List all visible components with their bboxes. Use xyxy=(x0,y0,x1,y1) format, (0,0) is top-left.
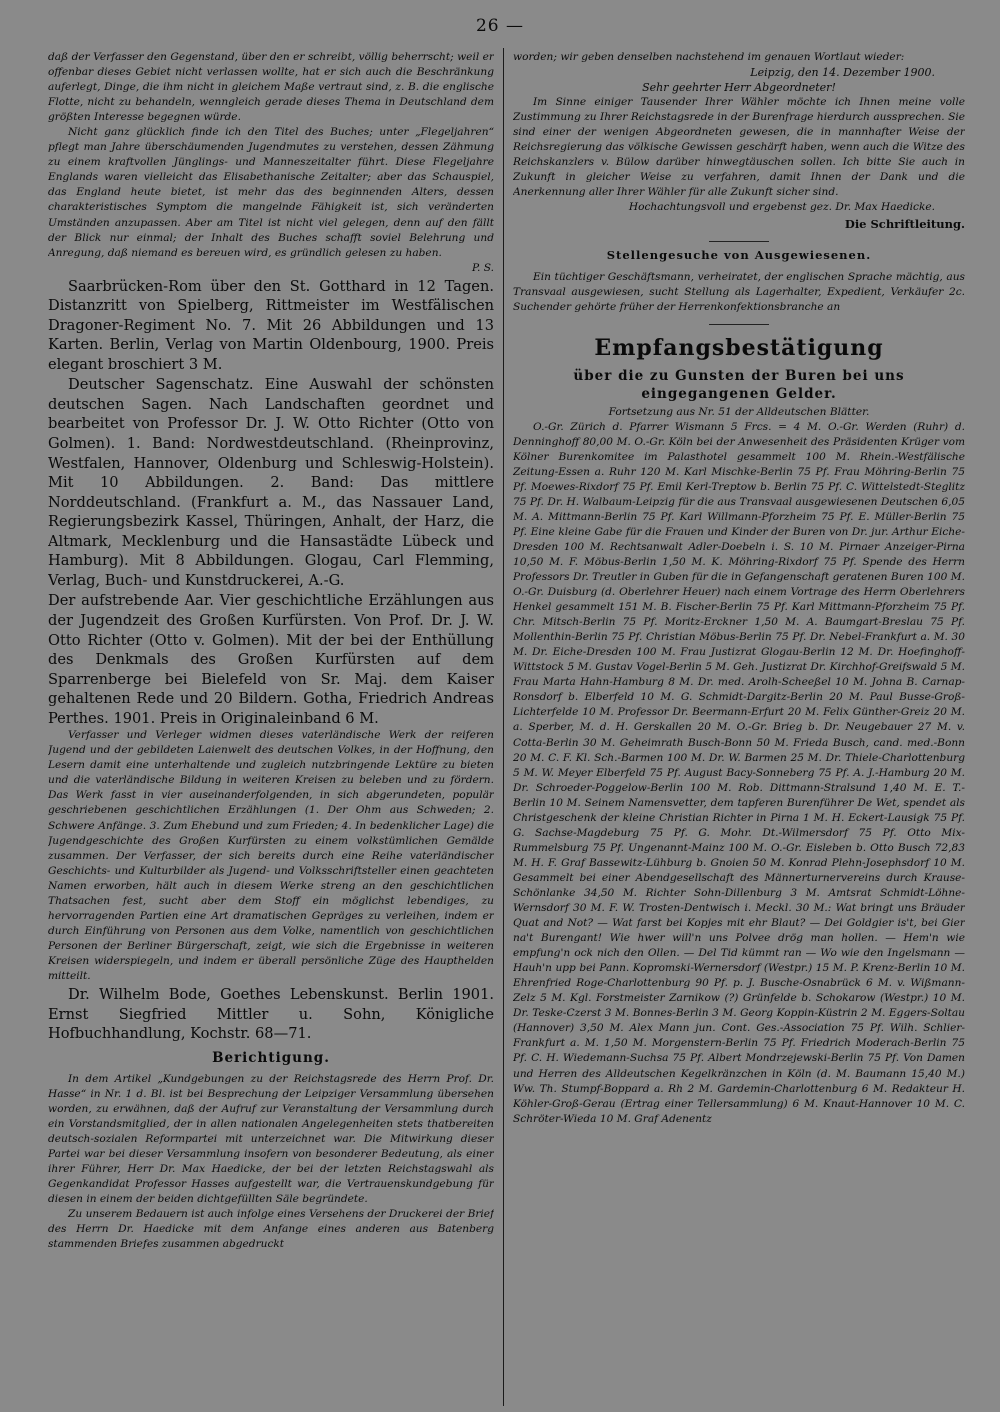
left-column xyxy=(48,50,494,1405)
correction-paragraph: In dem Artikel „Kundgebungen zu der Reichstagsrede des Herrn Prof. Dr. Hasse“ in Nr. 1 d. Bl. ist bei Besprechung der Leipziger Versammlung übersehen worden, zu erwähnen, daß der Aufruf zur Veranstaltung der Versammlung durch ein Vorstandsmitglied, der in allen nationalen Angelegenheiten stets thatbereiten deutsch-sozialen Reformpartei mit unterzeichnet war. Die Mitwirkung dieser Partei war bei dieser Versammlung insofern von besonderer Bedeutung, als einer ihrer Führer, Herr Dr. Max Haedicke, der bei der letzten Reichstagswahl als Gegenkandidat Professor Hasses aufgestellt war, die Vertrauenskundgebung für diesen in einem der beiden dichtgefüllten Säle begründete. xyxy=(48,1072,494,1206)
book-entry-sagenschatz: Deutscher Sagenschatz. Eine Auswahl der schönsten deutschen Sagen. Nach Landschaften geordnet und bearbeitet von Professor Dr. J. W. Otto Richter (Otto von Golmen). 1. Band: Nordwestdeutschland. (Rheinprovinz, Westfalen, Hannover, Oldenburg und Schleswig-Holstein). Mit 10 Abbildungen. 2. Band: Das mittlere Norddeutschland. (Frankfurt a. M., das Nassauer Land, Regierungsbezirk Kassel, Thüringen, Anhalt, der Harz, die Altmark, Mecklenburg und die Hansastädte Lübeck und Hamburg). Mit 8 Abbildungen. Glogau, Carl Flemming, Verlag, Buch- und Kunstdruckerei, A.-G. xyxy=(48,376,494,589)
section-divider xyxy=(709,241,769,242)
right-column xyxy=(513,50,965,1405)
correction-heading: Berichtigung. xyxy=(212,1049,330,1066)
letter-date: Leipzig, den 14. Dezember 1900. xyxy=(750,66,935,80)
letter-intro: worden; wir geben denselben nachstehend im genauen Wortlaut wieder: xyxy=(513,51,905,63)
review-initials: P. S. xyxy=(472,261,494,274)
donations-list: O.-Gr. Zürich d. Pfarrer Wismann 5 Frcs. = 4 M. O.-Gr. Werden (Ruhr) d. Denninghoff 80,00 M. O.-Gr. Köln bei der Anwesenheit des Präsidenten Krüger vom Kölner Burenkomitee im Palasthotel gesammelt 100 M. Rhein.-Westfälische Zeitung-Essen a. Ruhr 120 M. Karl Mischke-Berlin 75 Pf. Frau Möhring-Berlin 75 Pf. Moewes-Rixdorf 75 Pf. Emil Kerl-Treptow b. Berlin 75 Pf. C. Wittelstedt-Steglitz 75 Pf. Dr. H. Walbaum-Leipzig für die aus Transvaal ausgewiesenen Deutschen 6,05 M. A. Mittmann-Berlin 75 Pf. Karl Willmann-Pforzheim 75 Pf. E. Müller-Berlin 75 Pf. Eine kleine Gabe für die Frauen und Kinder der Buren von Dr. jur. Arthur Eiche-Dresden 100 M. Rechtsanwalt Adler-Doebeln i. S. 10 M. Pirnaer Anzeiger-Pirna 10,50 M. F. Möbus-Berlin 1,50 M. K. Möhring-Rixdorf 75 Pf. Spende des Herrn Professors Dr. Treutler in Guben für die in Gefangenschaft geratenen Buren 100 M. O.-Gr. Duisburg (d. Oberlehrer Heuer) nach einem Vortrage des Herrn Oberlehrers Henkel gesammelt 151 M. B. Fischer-Berlin 75 Pf. Karl Mittmann-Pforzheim 75 Pf. Chr. Mitsch-Berlin 75 Pf. Moritz-Erckner 1,50 M. A. Baumgart-Breslau 75 Pf. Mollenthin-Berlin 75 Pf. Christian Möbus-Berlin 75 Pf. Dr. Nebel-Frankfurt a. M. 30 M. Dr. Eiche-Dresden 100 M. Frau Justizrat Glogau-Berlin 12 M. Dr. Hoefinghoff-Wittstock 5 M. Gustav Vogel-Berlin 5 M. Geh. Justizrat Dr. Kirchhof-Greifswald 5 M. Frau Marta Hahn-Hamburg 8 M. Dr. med. Arolh-Scheeßel 10 M. Johna B. Carnap-Ronsdorf b. Elberfeld 10 M. G. Schmidt-Dargitz-Berlin 20 M. Paul Busse-Groß-Lichterfelde 10 M. Professor Dr. Beermann-Erfurt 20 M. Felix Günther-Greiz 20 M. a. Sperber, M. d. H. Gerskallen 20 M. O.-Gr. Brieg b. Dr. Neugebauer 27 M. v. Cotta-Berlin 30 M. Geheimrath Busch-Bonn 50 M. Frieda Busch, cand. med.-Bonn 20 M. C. F. Kl. Sch.-Barmen 100 M. Dr. W. Barmen 25 M. Dr. Thiele-Charlottenburg 5 M. W. Meyer Elberfeld 75 Pf. August Bacy-Sonneberg 75 Pf. A. J.-Hamburg 20 M. Dr. Schroeder-Poggelow-Berlin 100 M. Rob. Dittmann-Stralsund 1,40 M. E. T.-Berlin 10 M. Seinem Namensvetter, dem tapferen Burenführer De Wet, spendet als Christgeschenk der kleine Christian Richter in Pirna 1 M. H. Eckert-Lausigk 75 Pf. G. Sachse-Magdeburg 75 Pf. G. Mohr. Dt.-Wilmersdorf 75 Pf. Otto Mix-Rummelsburg 75 Pf. Ungenannt-Mainz 100 M. O.-Gr. Eisleben b. Otto Busch 72,83 M. H. F. Graf Bassewitz-Lühburg b. Gnoien 50 M. Konrad Plehn-Josephsdorf 10 M. Gesammelt bei einer Abendgesellschaft des Männerturnervereins durch Krause-Schönlanke 34,50 M. Richter Sohn-Dillenburg 3 M. Amtsrat Schmidt-Löhne-Wernsdorf 30 M. F. W. Trosten-Dentwisch i. Meckl. 30 M.: Wat bringt uns Bräuder Quat and Not? — Wat farst bei Kopjes mit ehr Blaut? — Dei Goldgier is't, bei Gier na't Burengant! Wie hwer will'n uns Polvee drög man hollen. — Hem'n wie empfung'n ock nich den Ollen. — Del Tid kümmt ran — Wo wie den Ingelsmann — Hauh'n upp bei Pann. Kopromski-Wernersdorf (Westpr.) 15 M. P. Krenz-Berlin 10 M. Ehrenfried Roge-Charlottenburg 90 Pf. p. J. Busche-Osnabrück 6 M. v. Wißmann-Zelz 5 M. Kgl. Forstmeister Zarnikow (?) Grünfelde b. Schokarow (Westpr.) 10 M. Dr. Teske-Czerst 3 M. Bonnes-Berlin 3 M. Georg Koppin-Küstrin 2 M. Eggers-Soltau (Hannover) 3,50 M. Alex Mann jun. Cont. Ges.-Association 75 Pf. Wilh. Schlier-Frankfurt a. M. 1,50 M. Morgenstern-Berlin 75 Pf. Friedrich Moderach-Berlin 75 Pf. C. H. Wiedemann-Suchsa 75 Pf. Albert Mondrzejewski-Berlin 75 Pf. Von Damen und Herren des Alldeutschen Kegelkränzchen in Köln (d. M. Baumann 15,40 M.) Ww. Th. Stumpf-Boppard a. Rh 2 M. Gardemin-Charlottenburg 6 M. Redakteur H. Köhler-Groß-Gerau (Ertrag einer Tellersammlung) 6 M. Knaut-Hannover 10 M. C. Schröter-Wieda 10 M. Graf Adenentz xyxy=(513,420,965,1125)
jobs-heading: Stellengesuche von Ausgewiesenen. xyxy=(606,248,872,263)
jobs-paragraph: Ein tüchtiger Geschäftsmann, verheiratet, der englischen Sprache mächtig, aus Transvaal ausgewiesen, sucht Stellung als Lagerhalter, Expedient, Verkäufer 2c. Suchender gehörte früher der Herrenkonfektionsbranche an xyxy=(513,271,965,314)
correction-paragraph-2: Zu unserem Bedauern ist auch infolge eines Versehens der Druckerei der Brief des Herrn Dr. Haedicke mit dem Anfange eines anderen aus Batenberg stammenden Briefes zusammen abgedruckt xyxy=(48,1208,494,1251)
letter-salutation: Sehr geehrter Herr Abgeordneter! xyxy=(642,81,836,95)
book-entry-aufstrebende-aar: Der aufstrebende Aar. Vier geschichtliche Erzählungen aus der Jugendzeit des Großen Kurfürsten. Von Prof. Dr. J. W. Otto Richter (Otto v. Golmen). Mit der bei der Enthüllung des Denkmals des Großen Kurfürsten auf dem Sparrenberge bei Bielefeld von Sr. Maj. dem Kaiser gehaltenen Rede und 20 Bildern. Gotha, Friedrich Andreas Perthes. 1901. Preis in Originaleinband 6 M. xyxy=(48,592,494,727)
review-paragraph: daß der Verfasser den Gegenstand, über den er schreibt, völlig beherrscht; weil er offenbar dieses Gebiet nicht verlassen wollte, hat er sich auch die Beschränkung auferlegt, Dinge, die ihm nicht in gleichem Maße vertraut sind, z. B. die englische Flotte, nicht zu behandeln, wenngleich gerade dieses Thema in Deutschland dem größten Interesse begegnen würde. xyxy=(48,51,494,124)
review-paragraph-2: Nicht ganz glücklich finde ich den Titel des Buches; unter „Flegeljahren“ pflegt man Jahre überschäumenden Jugendmutes zu verstehen, dessen Zähmung zu einem kraftvollen Jünglings- und Manneszeitalter führt. Diese Flegeljahre Englands waren vielleicht das Elisabethanische Zeitalter; aber das Schauspiel, das England heute bietet, ist mehr das des beginnenden Alters, dessen charakteristisches Symptom die mangelnde Fähigkeit ist, sich veränderten Umständen anzupassen. Aber am Titel ist nicht viel gelegen, denn auf den fällt der Blick nur einmal; der Inhalt des Buches schafft soviel Belehrung und Anregung, daß niemand es bereuen wird, es gründlich gelesen zu haben. xyxy=(48,126,494,259)
receipt-title: Empfangsbestätigung xyxy=(594,334,884,361)
book-entry-saarbruecken-rom: Saarbrücken-Rom über den St. Gotthard in 12 Tagen. Distanzritt von Spielberg, Rittmeister im Westfälischen Dragoner-Regiment No. 7. Mit 26 Abbildungen und 13 Karten. Berlin, Verlag von Martin Oldenbourg, 1900. Preis elegant broschiert 3 M. xyxy=(48,277,494,373)
editor-note: Die Schriftleitung. xyxy=(844,217,965,232)
column-divider xyxy=(503,48,504,1406)
letter-body: Im Sinne einiger Tausender Ihrer Wähler möchte ich Ihnen meine volle Zustimmung zu Ihrer Reichstagsrede in der Burenfrage hierdurch aussprechen. Sie sind einer der wenigen Abgeordneten gewesen, die in mannhafter Weise der Reichsregierung das völkische Gewissen geschärft haben, wenn auch die Witze des Reichskanzlers v. Bülow darüber hinwegtäuschen sollen. Ich bitte Sie auch in Zukunft in gleicher Weise zu verfahren, damit Ihnen der Dank und die Anerkennung aller Ihrer Wähler für alle Zukunft sicher sind. xyxy=(513,96,965,199)
page-number: 26 — xyxy=(475,16,525,36)
book-entry-goethes-lebenskunst: Dr. Wilhelm Bode, Goethes Lebenskunst. Berlin 1901. Ernst Siegfried Mittler u. Sohn, Königliche Hofbuchhandlung, Kochstr. 68—71. xyxy=(48,986,494,1043)
receipt-subtitle: über die zu Gunsten der Buren bei uns eingegangenen Gelder. xyxy=(573,367,905,402)
receipt-continued-note: Fortsetzung aus Nr. 51 der Alldeutschen Blätter. xyxy=(608,405,870,418)
letter-signature: Hochachtungsvoll und ergebenst gez. Dr. Max Haedicke. xyxy=(628,201,935,214)
book-review-aar: Verfasser und Verleger widmen dieses vaterländische Werk der reiferen Jugend und der gebildeten Laienwelt des deutschen Volkes, in der Hoffnung, den Lesern damit eine unterhaltende und zugleich nutzbringende Lektüre zu bieten und die vaterländische Bildung in weiteren Kreisen zu beleben und zu fördern. Das Werk fasst in vier auseinanderfolgenden, in sich abgerundeten, populär geschriebenen geschichtlichen Erzählungen (1. Der Ohm aus Schweden; 2. Schwere Anfänge. 3. Zum Ehebund und zum Frieden; 4. In bedenklicher Lage) die Jugendgeschichte des Großen Kurfürsten zu einem volkstümlichen Gemälde zusammen. Der Verfasser, der sich bereits durch eine Reihe vaterländischer Geschichts- und Kulturbilder als Jugend- und Volksschriftsteller einen geachteten Namen erworben, hält auch in diesem Werke streng an den geschichtlichen Thatsachen fest, sucht aber dem Stoff ein möglichst lebendiges, zu hervorragenden Partien eine Art dramatischen Gepräges zu verleihen, indem er durch Einführung von Personen aus dem Volke, namentlich von geschichtlichen Personen der Berliner Bürgerschaft, zeigt, wie sich die Ergebnisse in weiteren Kreisen widerspiegeln, und indem er überall persönliche Züge des Haupthelden mitteilt. xyxy=(48,729,494,982)
section-divider-2 xyxy=(709,324,769,325)
